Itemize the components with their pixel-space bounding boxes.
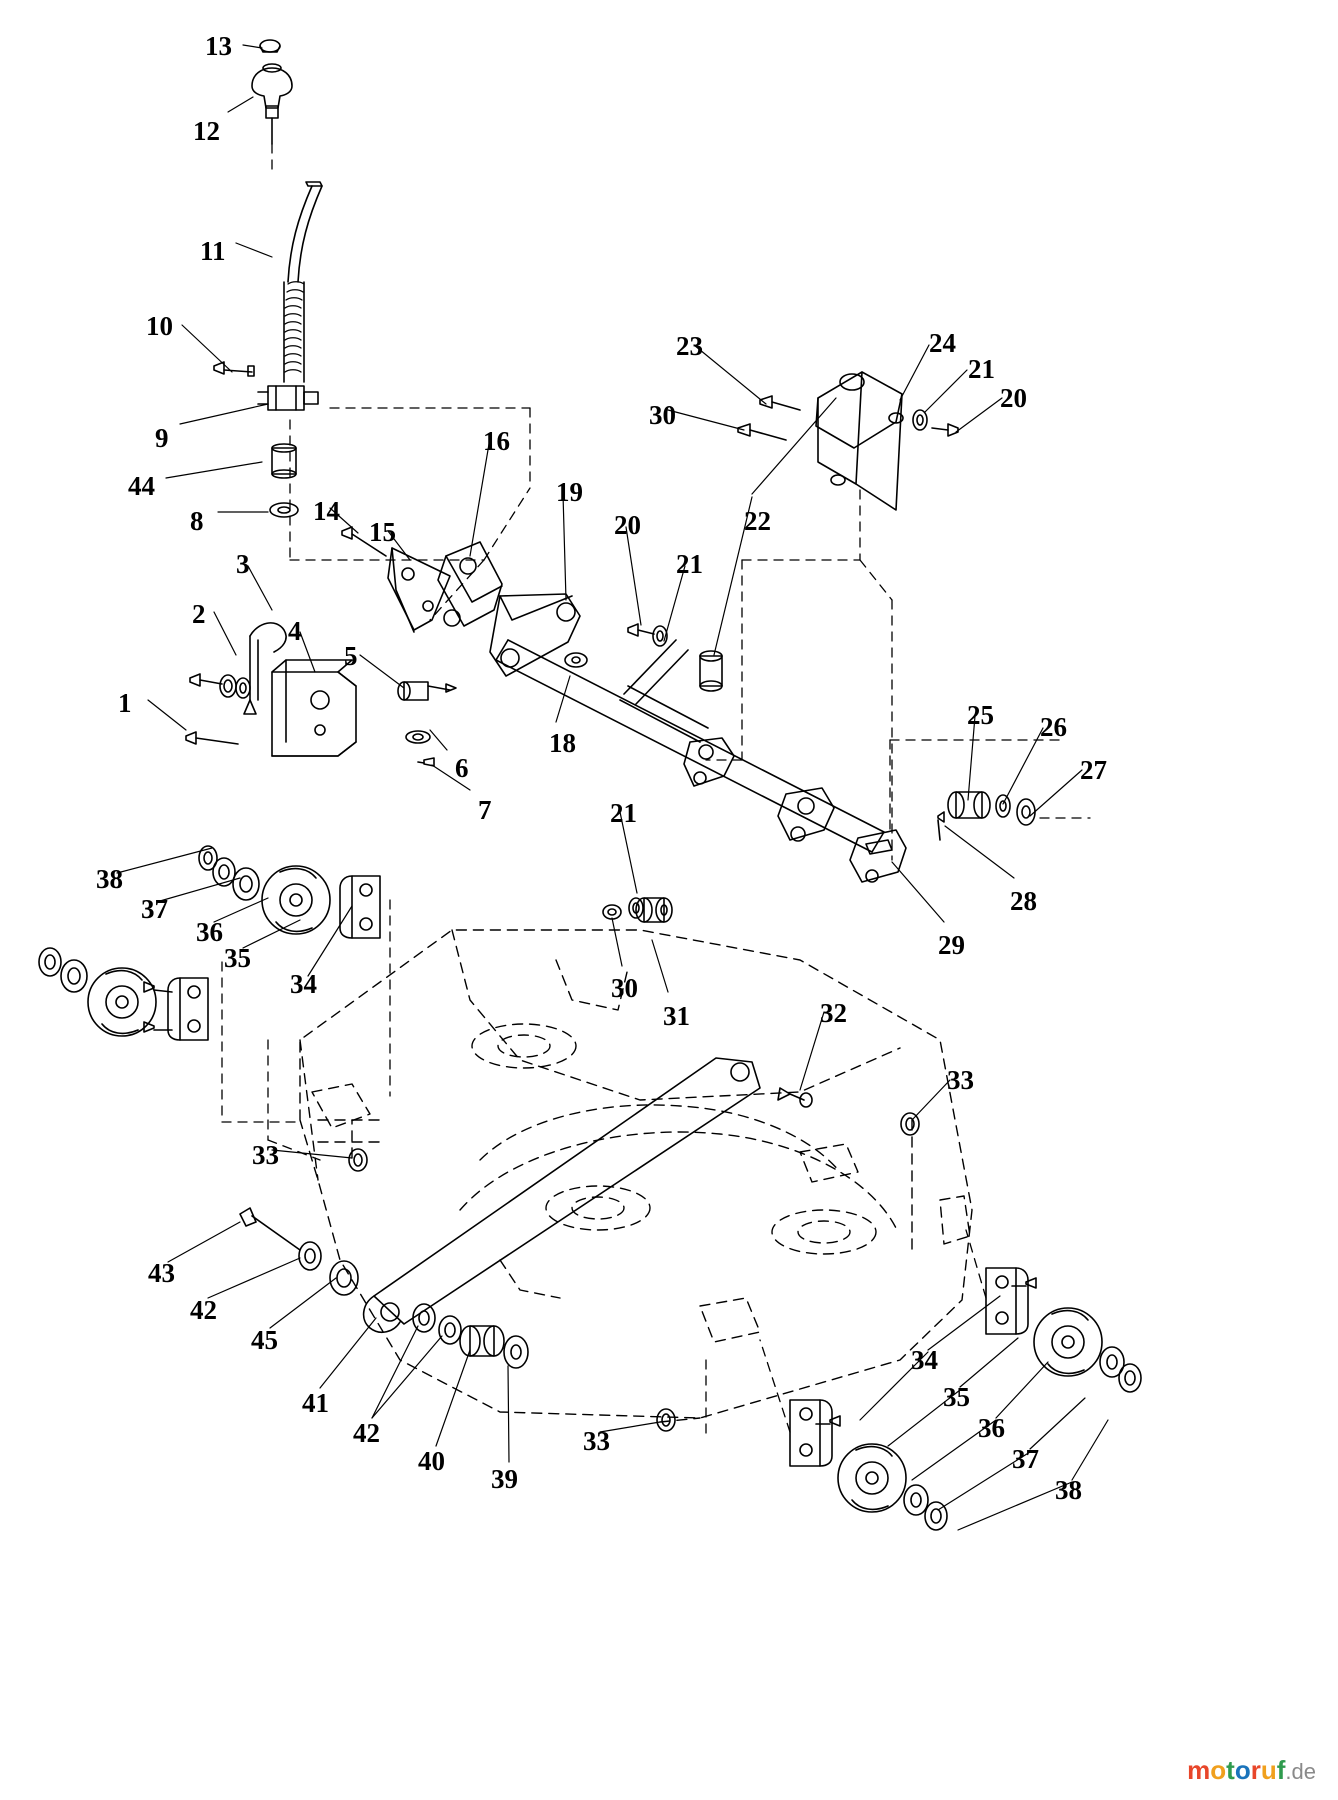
callout-26: 26 <box>1040 712 1067 742</box>
callout-20-upper-left: 20 <box>614 510 641 540</box>
callout-9: 9 <box>155 423 169 453</box>
callout-37-left: 37 <box>141 894 168 924</box>
callout-18: 18 <box>549 728 576 758</box>
callout-43: 43 <box>148 1258 175 1288</box>
callout-39: 39 <box>491 1464 518 1494</box>
callout-20-upper-right: 20 <box>1000 383 1027 413</box>
site-watermark: motoruf.de <box>1187 1755 1316 1785</box>
callout-35-left: 35 <box>224 943 251 973</box>
callout-21-upper-left: 21 <box>676 549 703 579</box>
callout-1: 1 <box>118 688 132 718</box>
callout-33-right: 33 <box>947 1065 974 1095</box>
callout-15: 15 <box>369 517 396 547</box>
callout-16: 16 <box>483 426 510 456</box>
callout-21-middle: 21 <box>610 798 637 828</box>
callout-21-upper-right: 21 <box>968 354 995 384</box>
callout-33-left: 33 <box>252 1140 279 1170</box>
callout-19: 19 <box>556 477 583 507</box>
callout-42-lower: 42 <box>353 1418 380 1448</box>
callout-4: 4 <box>288 616 302 646</box>
callout-40: 40 <box>418 1446 445 1476</box>
callout-34-left: 34 <box>290 969 317 999</box>
callout-23: 23 <box>676 331 703 361</box>
callout-36-right: 36 <box>978 1413 1005 1443</box>
callout-35-right: 35 <box>943 1382 970 1412</box>
callout-44: 44 <box>128 471 155 501</box>
callout-3: 3 <box>236 549 250 579</box>
callout-36-left: 36 <box>196 917 223 947</box>
callout-33-bottom: 33 <box>583 1426 610 1456</box>
callout-8: 8 <box>190 506 204 536</box>
callout-27: 27 <box>1080 755 1107 785</box>
callout-6: 6 <box>455 753 469 783</box>
callout-29: 29 <box>938 930 965 960</box>
callout-24: 24 <box>929 328 956 358</box>
callout-5: 5 <box>344 641 358 671</box>
callout-30-upper: 30 <box>649 400 676 430</box>
callout-11: 11 <box>200 236 226 266</box>
callout-2: 2 <box>192 599 206 629</box>
callout-22: 22 <box>744 506 771 536</box>
callout-12: 12 <box>193 116 220 146</box>
callout-34-right: 34 <box>911 1345 938 1375</box>
callout-45: 45 <box>251 1325 278 1355</box>
watermark-tld: .de <box>1285 1759 1316 1784</box>
callout-37-right: 37 <box>1012 1444 1039 1474</box>
callout-10: 10 <box>146 311 173 341</box>
callout-31: 31 <box>663 1001 690 1031</box>
callout-25: 25 <box>967 700 994 730</box>
callout-28: 28 <box>1010 886 1037 916</box>
callout-41: 41 <box>302 1388 329 1418</box>
callout-38-left: 38 <box>96 864 123 894</box>
callout-42-upper: 42 <box>190 1295 217 1325</box>
callout-38-right: 38 <box>1055 1475 1082 1505</box>
callout-32: 32 <box>820 998 847 1028</box>
callout-7: 7 <box>478 795 492 825</box>
callout-30-lower: 30 <box>611 973 638 1003</box>
callout-14: 14 <box>313 496 340 526</box>
callout-13: 13 <box>205 31 232 61</box>
